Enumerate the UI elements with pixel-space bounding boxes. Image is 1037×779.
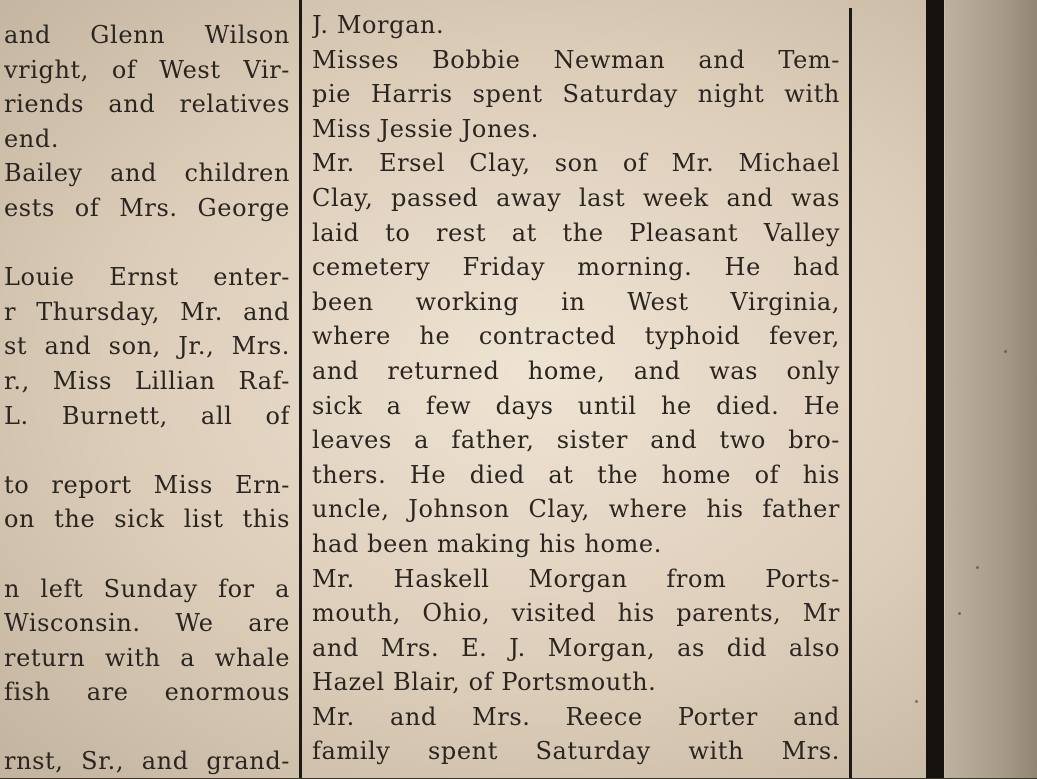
text-line: sick a few days until he died. He [312, 391, 840, 420]
text-line: Mr. and Mrs. Reece Porter and [312, 702, 840, 731]
text-line: leaves a father, sister and two bro- [312, 426, 840, 455]
text-line: thers. He died at the home of his [312, 460, 840, 489]
column-rule-right [849, 8, 852, 778]
text-line: Hazel Blair, of Portsmouth. [312, 668, 657, 697]
adjacent-page-edge [945, 0, 1037, 778]
text-line: Mr. Haskell Morgan from Ports- [312, 564, 840, 593]
text-line: uncle, Johnson Clay, where his father [312, 495, 840, 524]
text-line: riends and relatives [4, 90, 290, 119]
text-line: Bailey and children [4, 159, 290, 188]
text-line: Mr. Ersel Clay, son of Mr. Michael [312, 149, 840, 178]
text-line: had been making his home. [312, 529, 662, 558]
text-line: J. Morgan. [312, 11, 445, 39]
left-column-text [4, 18, 290, 779]
page-edge-rule [926, 0, 944, 778]
text-line: on the sick list this [4, 505, 290, 534]
text-line: cemetery Friday morning. He had [312, 253, 840, 282]
text-line: Louie Ernst enter- [4, 263, 290, 292]
text-line: to report Miss Ern- [4, 470, 290, 499]
text-line: and Glenn Wilson [4, 21, 290, 49]
text-line: Miss Jessie Jones. [312, 114, 539, 143]
text-line: mouth, Ohio, visited his parents, Mr [312, 599, 840, 628]
paper-speck [1004, 350, 1007, 353]
paper-speck [958, 612, 961, 615]
text-line: where he contracted typhoid fever, [312, 322, 840, 351]
text-line: rnst, Sr., and grand- [4, 747, 290, 776]
text-line: been working in West Virginia, [312, 287, 840, 316]
text-line: ests of Mrs. George [4, 193, 290, 222]
text-line [4, 710, 290, 745]
text-line: fish are enormous [4, 678, 290, 707]
text-line [4, 433, 290, 468]
text-line: Misses Bobbie Newman and Tem- [312, 45, 840, 74]
text-line: Wisconsin. We are [4, 609, 290, 638]
text-line: return with a whale [4, 643, 290, 672]
paper-speck [976, 566, 979, 569]
text-line: r., Miss Lillian Raf- [4, 366, 290, 395]
text-line: family spent Saturday with Mrs. [312, 737, 840, 766]
text-line: and Mrs. E. J. Morgan, as did also [312, 633, 840, 662]
paper-speck [915, 700, 918, 703]
text-line [4, 226, 290, 261]
text-line: Clay, passed away last week and was [312, 183, 840, 212]
text-line: end. [4, 124, 60, 153]
text-line: pie Harris spent Saturday night with [312, 80, 840, 109]
text-line: n left Sunday for a [4, 574, 290, 603]
text-line: r Thursday, Mr. and [4, 297, 290, 326]
text-line [4, 537, 290, 572]
text-line: laid to rest at the Pleasant Valley [312, 218, 840, 247]
middle-column-article [312, 8, 840, 769]
column-rule-left [299, 0, 302, 778]
text-line: st and son, Jr., Mrs. [4, 332, 290, 361]
text-line: L. Burnett, all of [4, 401, 290, 430]
text-line: vright, of West Vir- [4, 55, 290, 84]
text-line: and returned home, and was only [312, 356, 840, 385]
